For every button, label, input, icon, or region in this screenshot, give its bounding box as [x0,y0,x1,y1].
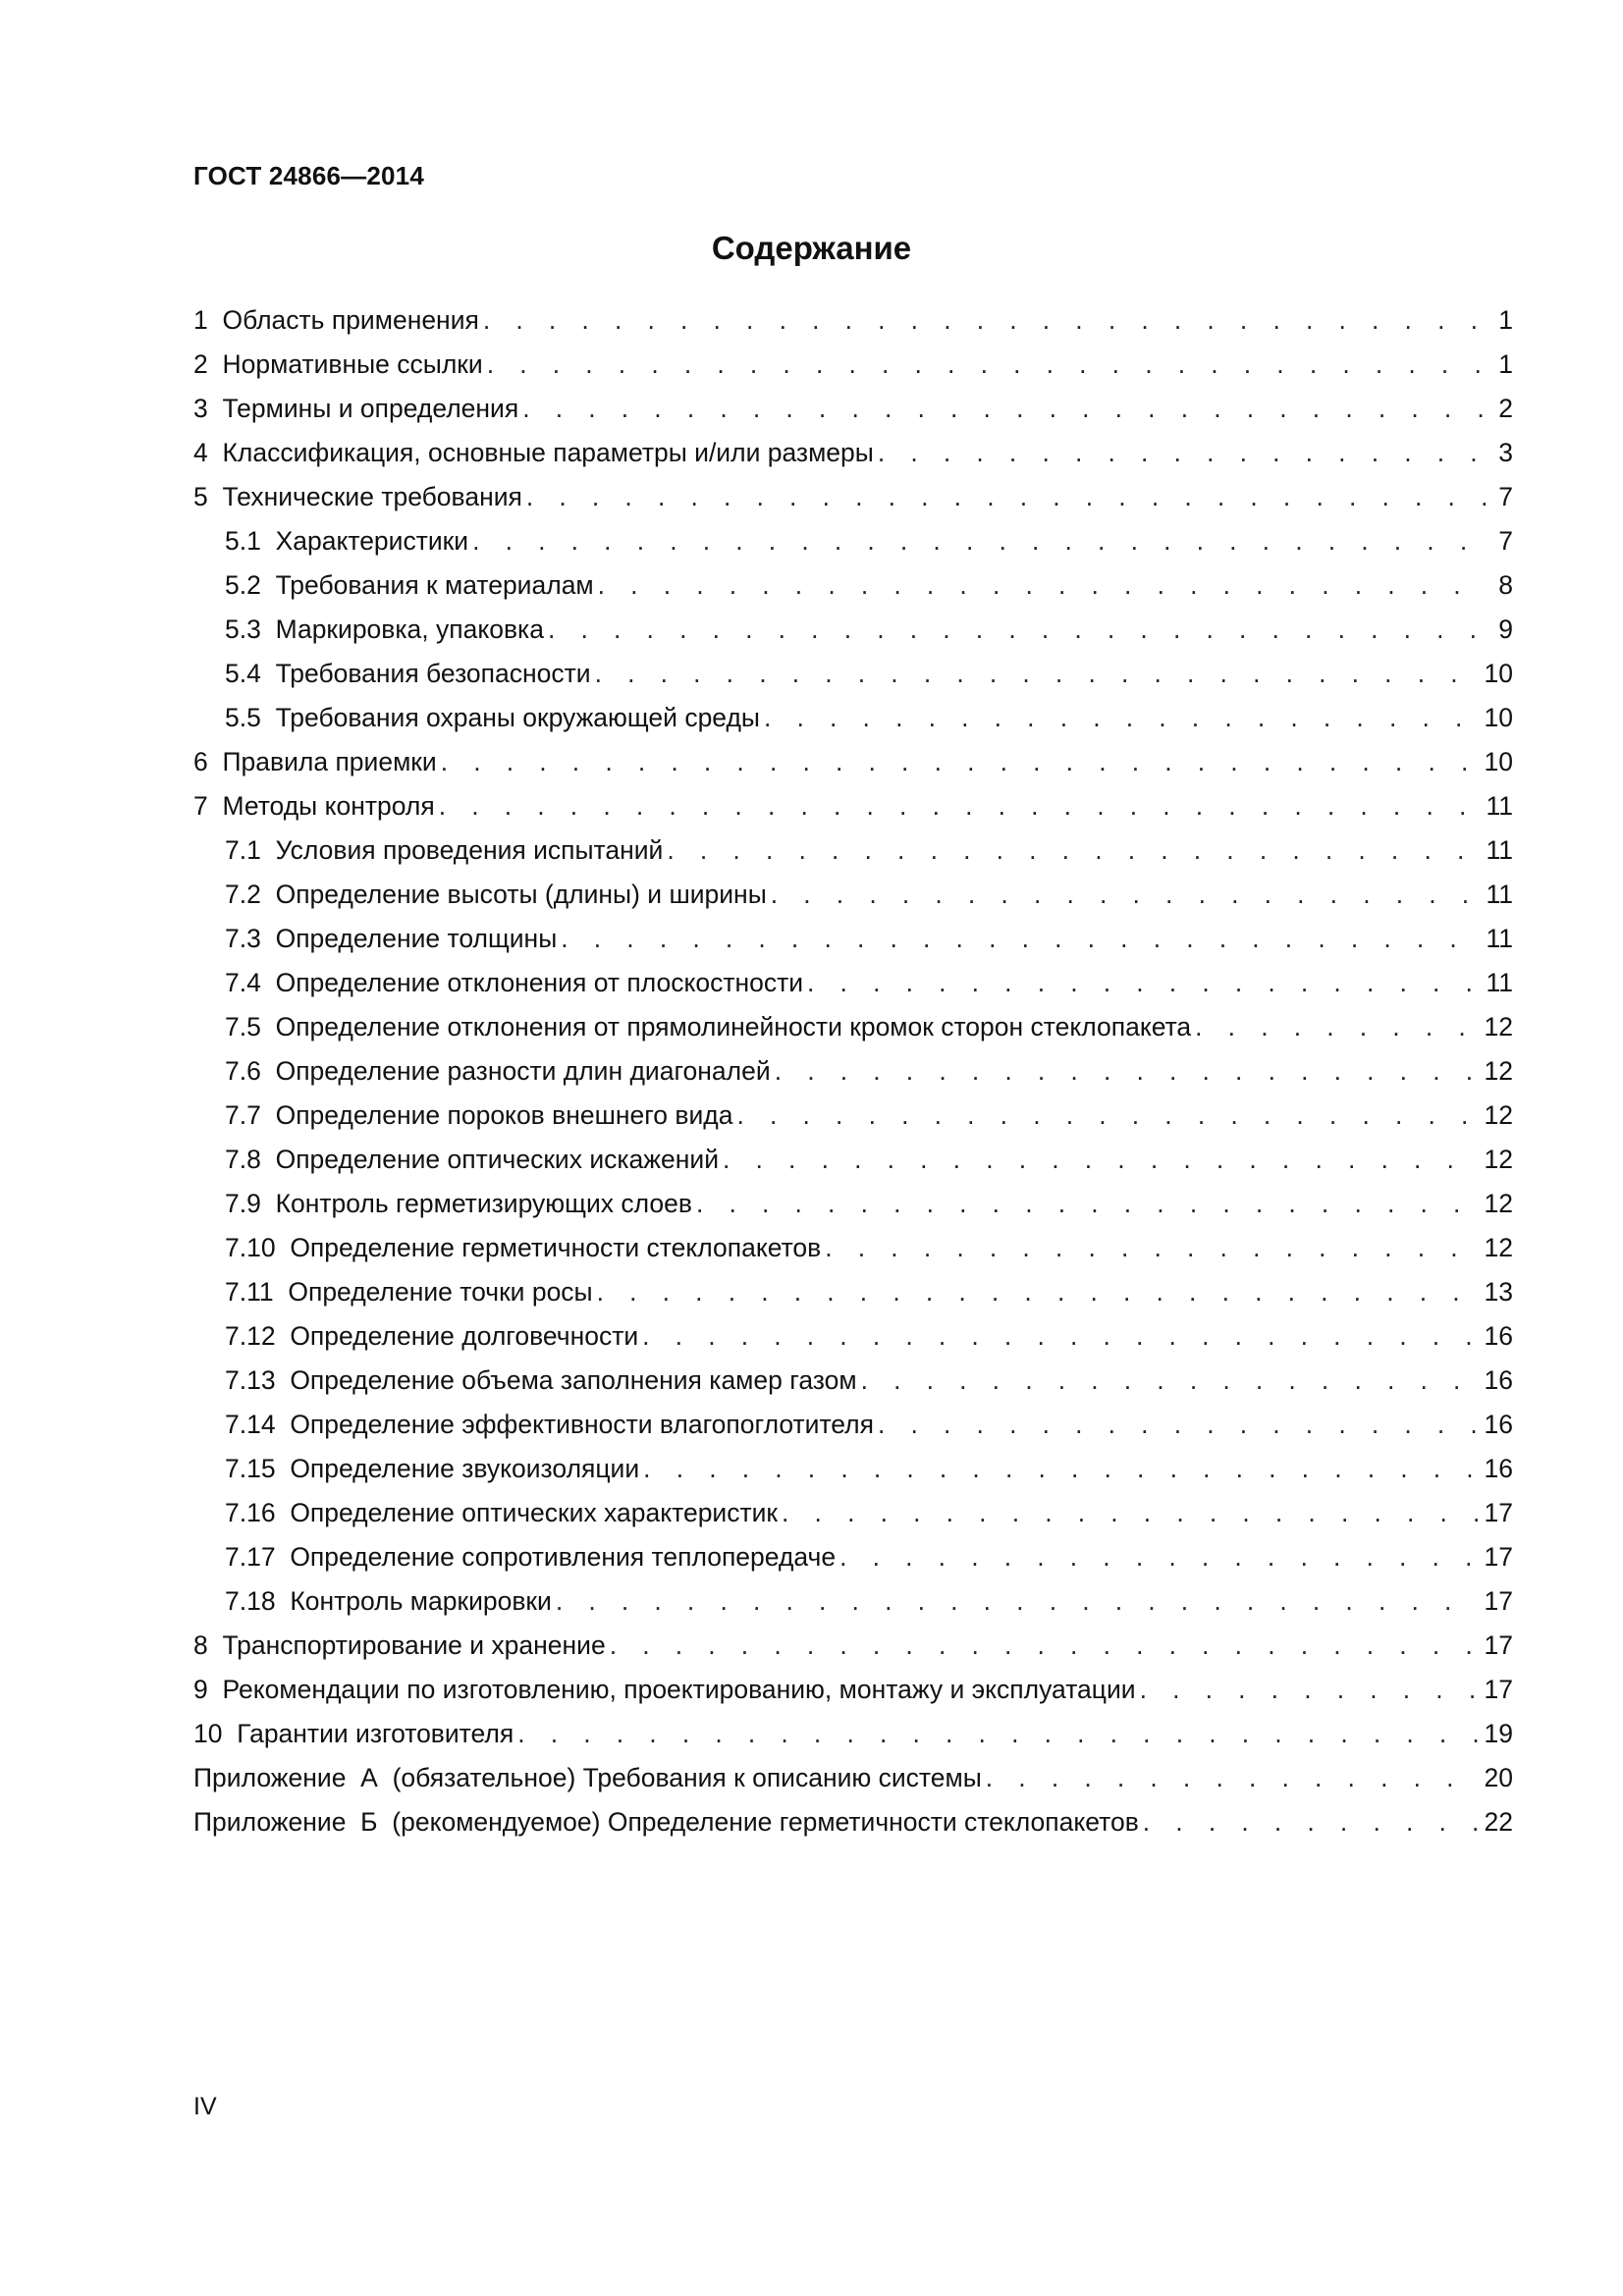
toc-entry[interactable] [193,961,1513,1005]
toc-entry[interactable] [193,519,1513,563]
toc-leader-dots [1140,1668,1479,1712]
toc-entry[interactable] [193,431,1513,475]
toc-entry-label: Контроль маркировки [290,1586,552,1616]
toc-entry-number: 7.12 [225,1321,276,1351]
toc-entry[interactable] [193,1491,1513,1535]
toc-entry-number: 5.3 [225,614,261,644]
toc-entry[interactable] [193,828,1513,873]
toc-entry[interactable] [193,1535,1513,1579]
toc-entry-label: Определение отклонения от плоскостности [275,968,804,997]
toc-entry[interactable] [193,1226,1513,1270]
toc-entry-page: 10 [1484,659,1513,688]
toc-entry-page: 16 [1484,1410,1513,1439]
toc-entry-number: 7.8 [225,1145,261,1174]
toc-entry-number: 7.1 [225,835,261,865]
toc-entry-page: 17 [1484,1630,1513,1660]
toc-entry-number: 7.17 [225,1542,276,1572]
toc-entry-page: 10 [1484,703,1513,732]
toc-entry-number: 7.16 [225,1498,276,1527]
toc-entry-page: 12 [1484,1100,1513,1130]
toc-entry-page: 11 [1486,791,1513,821]
toc-entry-page: 12 [1484,1145,1513,1174]
toc-entry-label: Определение эффективности влагопоглотителя [290,1410,874,1439]
toc-leader-dots [472,519,1488,563]
toc-entry-label: Правила приемки [222,747,437,776]
toc-entry-page: 12 [1484,1056,1513,1086]
toc-entry[interactable] [193,563,1513,608]
toc-entry-page: 3 [1498,438,1513,467]
toc-entry[interactable] [193,1624,1513,1668]
toc-leader-dots [556,1579,1479,1624]
toc-entry[interactable] [193,1314,1513,1359]
toc-entry[interactable] [193,298,1513,343]
toc-entry-page: 19 [1484,1719,1513,1748]
toc-leader-dots [667,828,1480,873]
toc-entry-number: 7.4 [225,968,261,997]
toc-leader-dots [642,1314,1478,1359]
toc-entry-page: 11 [1486,880,1513,909]
toc-entry-page: 11 [1486,835,1513,865]
toc-entry[interactable] [193,1756,1513,1800]
toc-entry-page: 1 [1498,305,1513,335]
toc-entry-label: Характеристики [275,526,469,556]
toc-leader-dots [441,740,1479,784]
toc-leader-dots [598,563,1488,608]
toc-entry-label: Маркировка, упаковка [275,614,544,644]
toc-entry-page: 13 [1484,1277,1513,1307]
toc-leader-dots [839,1535,1478,1579]
toc-entry-number: 5 [193,482,208,511]
toc-entry-page: 20 [1484,1763,1513,1792]
toc-entry[interactable] [193,1800,1513,1844]
toc-entry-label: Определение высоты (длины) и ширины [275,880,767,909]
toc-leader-dots [696,1182,1479,1226]
toc-entry[interactable] [193,1579,1513,1624]
toc-entry-label: Область применения [222,305,479,335]
toc-leader-dots [736,1094,1478,1138]
toc-leader-dots [595,652,1479,696]
toc-leader-dots [1143,1800,1479,1844]
toc-entry-label: Требования к материалам [275,570,594,600]
toc-entry-number: 3 [193,394,208,423]
toc-entry-page: 16 [1484,1321,1513,1351]
toc-leader-dots [782,1491,1478,1535]
toc-entry-number: 4 [193,438,208,467]
page-number: IV [193,2093,217,2120]
toc-entry-page: 12 [1484,1189,1513,1218]
toc-leader-dots [861,1359,1479,1403]
toc-entry-label: Определение отклонения от прямолинейности кромок сторон стеклопакета [275,1012,1192,1041]
toc-entry[interactable] [193,1403,1513,1447]
toc-entry[interactable] [193,873,1513,917]
toc-entry-label: Термины и определения [222,394,519,423]
toc-entry-number: 7.3 [225,924,261,953]
toc-entry-number: 7.2 [225,880,261,909]
toc-entry-label: Контроль герметизирующих слоев [275,1189,692,1218]
toc-leader-dots [878,431,1488,475]
toc-entry[interactable] [193,1138,1513,1182]
toc-entry-label: Требования охраны окружающей среды [275,703,760,732]
toc-entry-number: Приложение Б [193,1807,378,1837]
toc-entry-label: (обязательное) Требования к описанию системы [392,1763,982,1792]
toc-leader-dots [597,1270,1479,1314]
toc-entry[interactable] [193,1270,1513,1314]
toc-entry-page: 17 [1484,1586,1513,1616]
toc-leader-dots [561,917,1480,961]
toc-entry-label: Нормативные ссылки [222,349,483,379]
toc-leader-dots [825,1226,1478,1270]
toc-entry-page: 7 [1498,482,1513,511]
toc-entry-number: 5.1 [225,526,261,556]
toc-entry-label: Определение долговечности [290,1321,639,1351]
toc-leader-dots [764,696,1479,740]
toc-entry-number: 5.2 [225,570,261,600]
toc-entry-label: Транспортирование и хранение [222,1630,606,1660]
toc-entry-number: 7.15 [225,1454,276,1483]
toc-entry[interactable] [193,387,1513,431]
toc-entry[interactable] [193,652,1513,696]
toc-entry-number: 7.9 [225,1189,261,1218]
toc-entry[interactable] [193,917,1513,961]
toc-entry-page: 9 [1498,614,1513,644]
table-of-contents [193,298,1513,1844]
toc-entry[interactable] [193,475,1513,519]
toc-entry-number: 2 [193,349,208,379]
document-header: ГОСТ 24866—2014 [193,161,424,190]
toc-entry-page: 11 [1486,968,1513,997]
toc-leader-dots [439,784,1481,828]
toc-leader-dots [610,1624,1479,1668]
toc-entry[interactable] [193,1447,1513,1491]
toc-leader-dots [526,475,1488,519]
toc-leader-dots [487,343,1488,387]
toc-leader-dots [807,961,1480,1005]
toc-entry-label: Рекомендации по изготовлению, проектированию, монтажу и эксплуатации [222,1675,1136,1704]
toc-entry-number: Приложение А [193,1763,378,1792]
toc-entry-page: 16 [1484,1365,1513,1395]
toc-leader-dots [878,1403,1479,1447]
toc-entry-number: 6 [193,747,208,776]
toc-entry-page: 10 [1484,747,1513,776]
toc-entry-label: Определение объема заполнения камер газом [290,1365,857,1395]
toc-entry-label: Гарантии изготовителя [237,1719,514,1748]
toc-entry-label: Определение сопротивления теплопередаче [290,1542,837,1572]
toc-leader-dots [643,1447,1478,1491]
toc-entry-page: 11 [1486,924,1513,953]
toc-entry[interactable] [193,1182,1513,1226]
toc-entry-page: 22 [1484,1807,1513,1837]
toc-entry[interactable] [193,1712,1513,1756]
toc-entry-label: Определение герметичности стеклопакетов [290,1233,822,1262]
toc-entry-number: 7.18 [225,1586,276,1616]
toc-entry-page: 17 [1484,1675,1513,1704]
toc-entry[interactable] [193,784,1513,828]
toc-entry[interactable] [193,343,1513,387]
toc-entry-page: 16 [1484,1454,1513,1483]
toc-entry-number: 7 [193,791,208,821]
toc-entry-number: 7.6 [225,1056,261,1086]
toc-leader-dots [771,873,1481,917]
toc-leader-dots [1195,1005,1478,1049]
toc-entry-page: 17 [1484,1542,1513,1572]
toc-entry[interactable] [193,740,1513,784]
toc-entry[interactable] [193,608,1513,652]
toc-leader-dots [517,1712,1478,1756]
toc-entry-label: Определение звукоизоляции [290,1454,640,1483]
toc-entry-label: Технические требования [222,482,522,511]
toc-entry-number: 5.4 [225,659,261,688]
toc-entry-label: Условия проведения испытаний [275,835,664,865]
toc-entry-label: Определение разности длин диагоналей [275,1056,771,1086]
toc-entry-number: 1 [193,305,208,335]
toc-entry-label: Определение оптических искажений [275,1145,719,1174]
toc-entry-label: Требования безопасности [275,659,591,688]
toc-leader-dots [986,1756,1479,1800]
toc-title: Содержание [711,230,912,266]
toc-entry-label: Методы контроля [222,791,435,821]
toc-leader-dots [483,298,1488,343]
toc-entry-page: 17 [1484,1498,1513,1527]
toc-entry-page: 7 [1498,526,1513,556]
toc-entry-label: Определение пороков внешнего вида [275,1100,733,1130]
toc-entry-number: 10 [193,1719,223,1748]
toc-entry-number: 7.7 [225,1100,261,1130]
toc-entry[interactable] [193,1094,1513,1138]
toc-leader-dots [723,1138,1479,1182]
toc-entry-number: 5.5 [225,703,261,732]
toc-entry[interactable] [193,1668,1513,1712]
toc-leader-dots [775,1049,1479,1094]
toc-entry[interactable] [193,1005,1513,1049]
toc-entry-number: 9 [193,1675,208,1704]
toc-leader-dots [548,608,1488,652]
toc-entry-label: Классификация, основные параметры и/или размеры [222,438,874,467]
toc-entry-label: Определение оптических характеристик [290,1498,779,1527]
toc-entry-number: 7.13 [225,1365,276,1395]
toc-entry-number: 7.11 [225,1277,274,1307]
toc-leader-dots [522,387,1488,431]
toc-entry-label: Определение толщины [275,924,558,953]
toc-entry-number: 7.5 [225,1012,261,1041]
toc-entry-page: 8 [1498,570,1513,600]
toc-entry-label: (рекомендуемое) Определение герметичности стеклопакетов [392,1807,1139,1837]
toc-entry-label: Определение точки росы [288,1277,593,1307]
toc-entry-page: 1 [1498,349,1513,379]
toc-entry-page: 2 [1498,394,1513,423]
toc-entry-number: 8 [193,1630,208,1660]
toc-entry-page: 12 [1484,1233,1513,1262]
toc-entry-number: 7.10 [225,1233,276,1262]
toc-entry[interactable] [193,1049,1513,1094]
toc-entry-number: 7.14 [225,1410,276,1439]
toc-entry[interactable] [193,1359,1513,1403]
toc-entry[interactable] [193,696,1513,740]
toc-entry-page: 12 [1484,1012,1513,1041]
